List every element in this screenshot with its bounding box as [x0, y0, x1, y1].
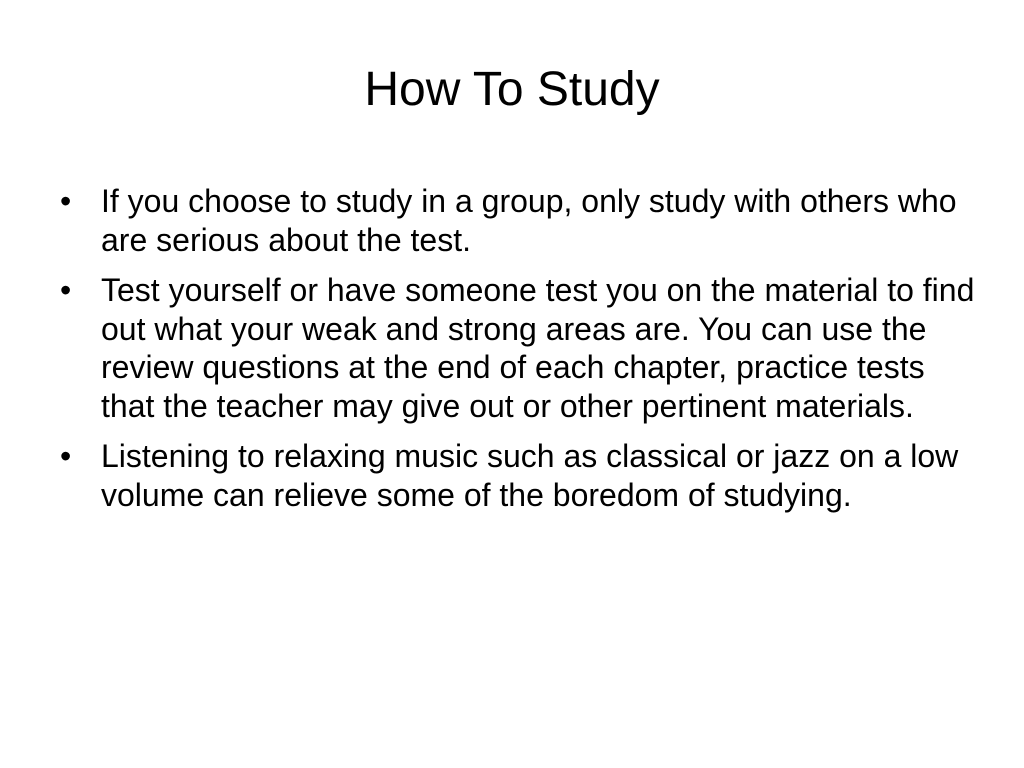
slide-title: How To Study: [364, 63, 660, 116]
bullet-text: If you choose to study in a group, only study with others who are serious about the test.: [101, 183, 957, 258]
bullet-icon: •: [60, 272, 72, 308]
bullet-icon: •: [60, 183, 72, 219]
bullet-item: [60, 182, 980, 259]
bullet-item: [60, 271, 980, 425]
bullet-list: [60, 182, 980, 526]
bullet-item: [60, 437, 980, 514]
bullet-text: Test yourself or have someone test you on the material to find out what your weak and strong areas are. You can use the review questions at the end of each chapter, practice tests that the teacher may give out or other pertinent materials.: [101, 272, 975, 424]
bullet-text: Listening to relaxing music such as classical or jazz on a low volume can relieve some of the boredom of studying.: [101, 438, 959, 513]
bullet-icon: •: [60, 438, 72, 474]
